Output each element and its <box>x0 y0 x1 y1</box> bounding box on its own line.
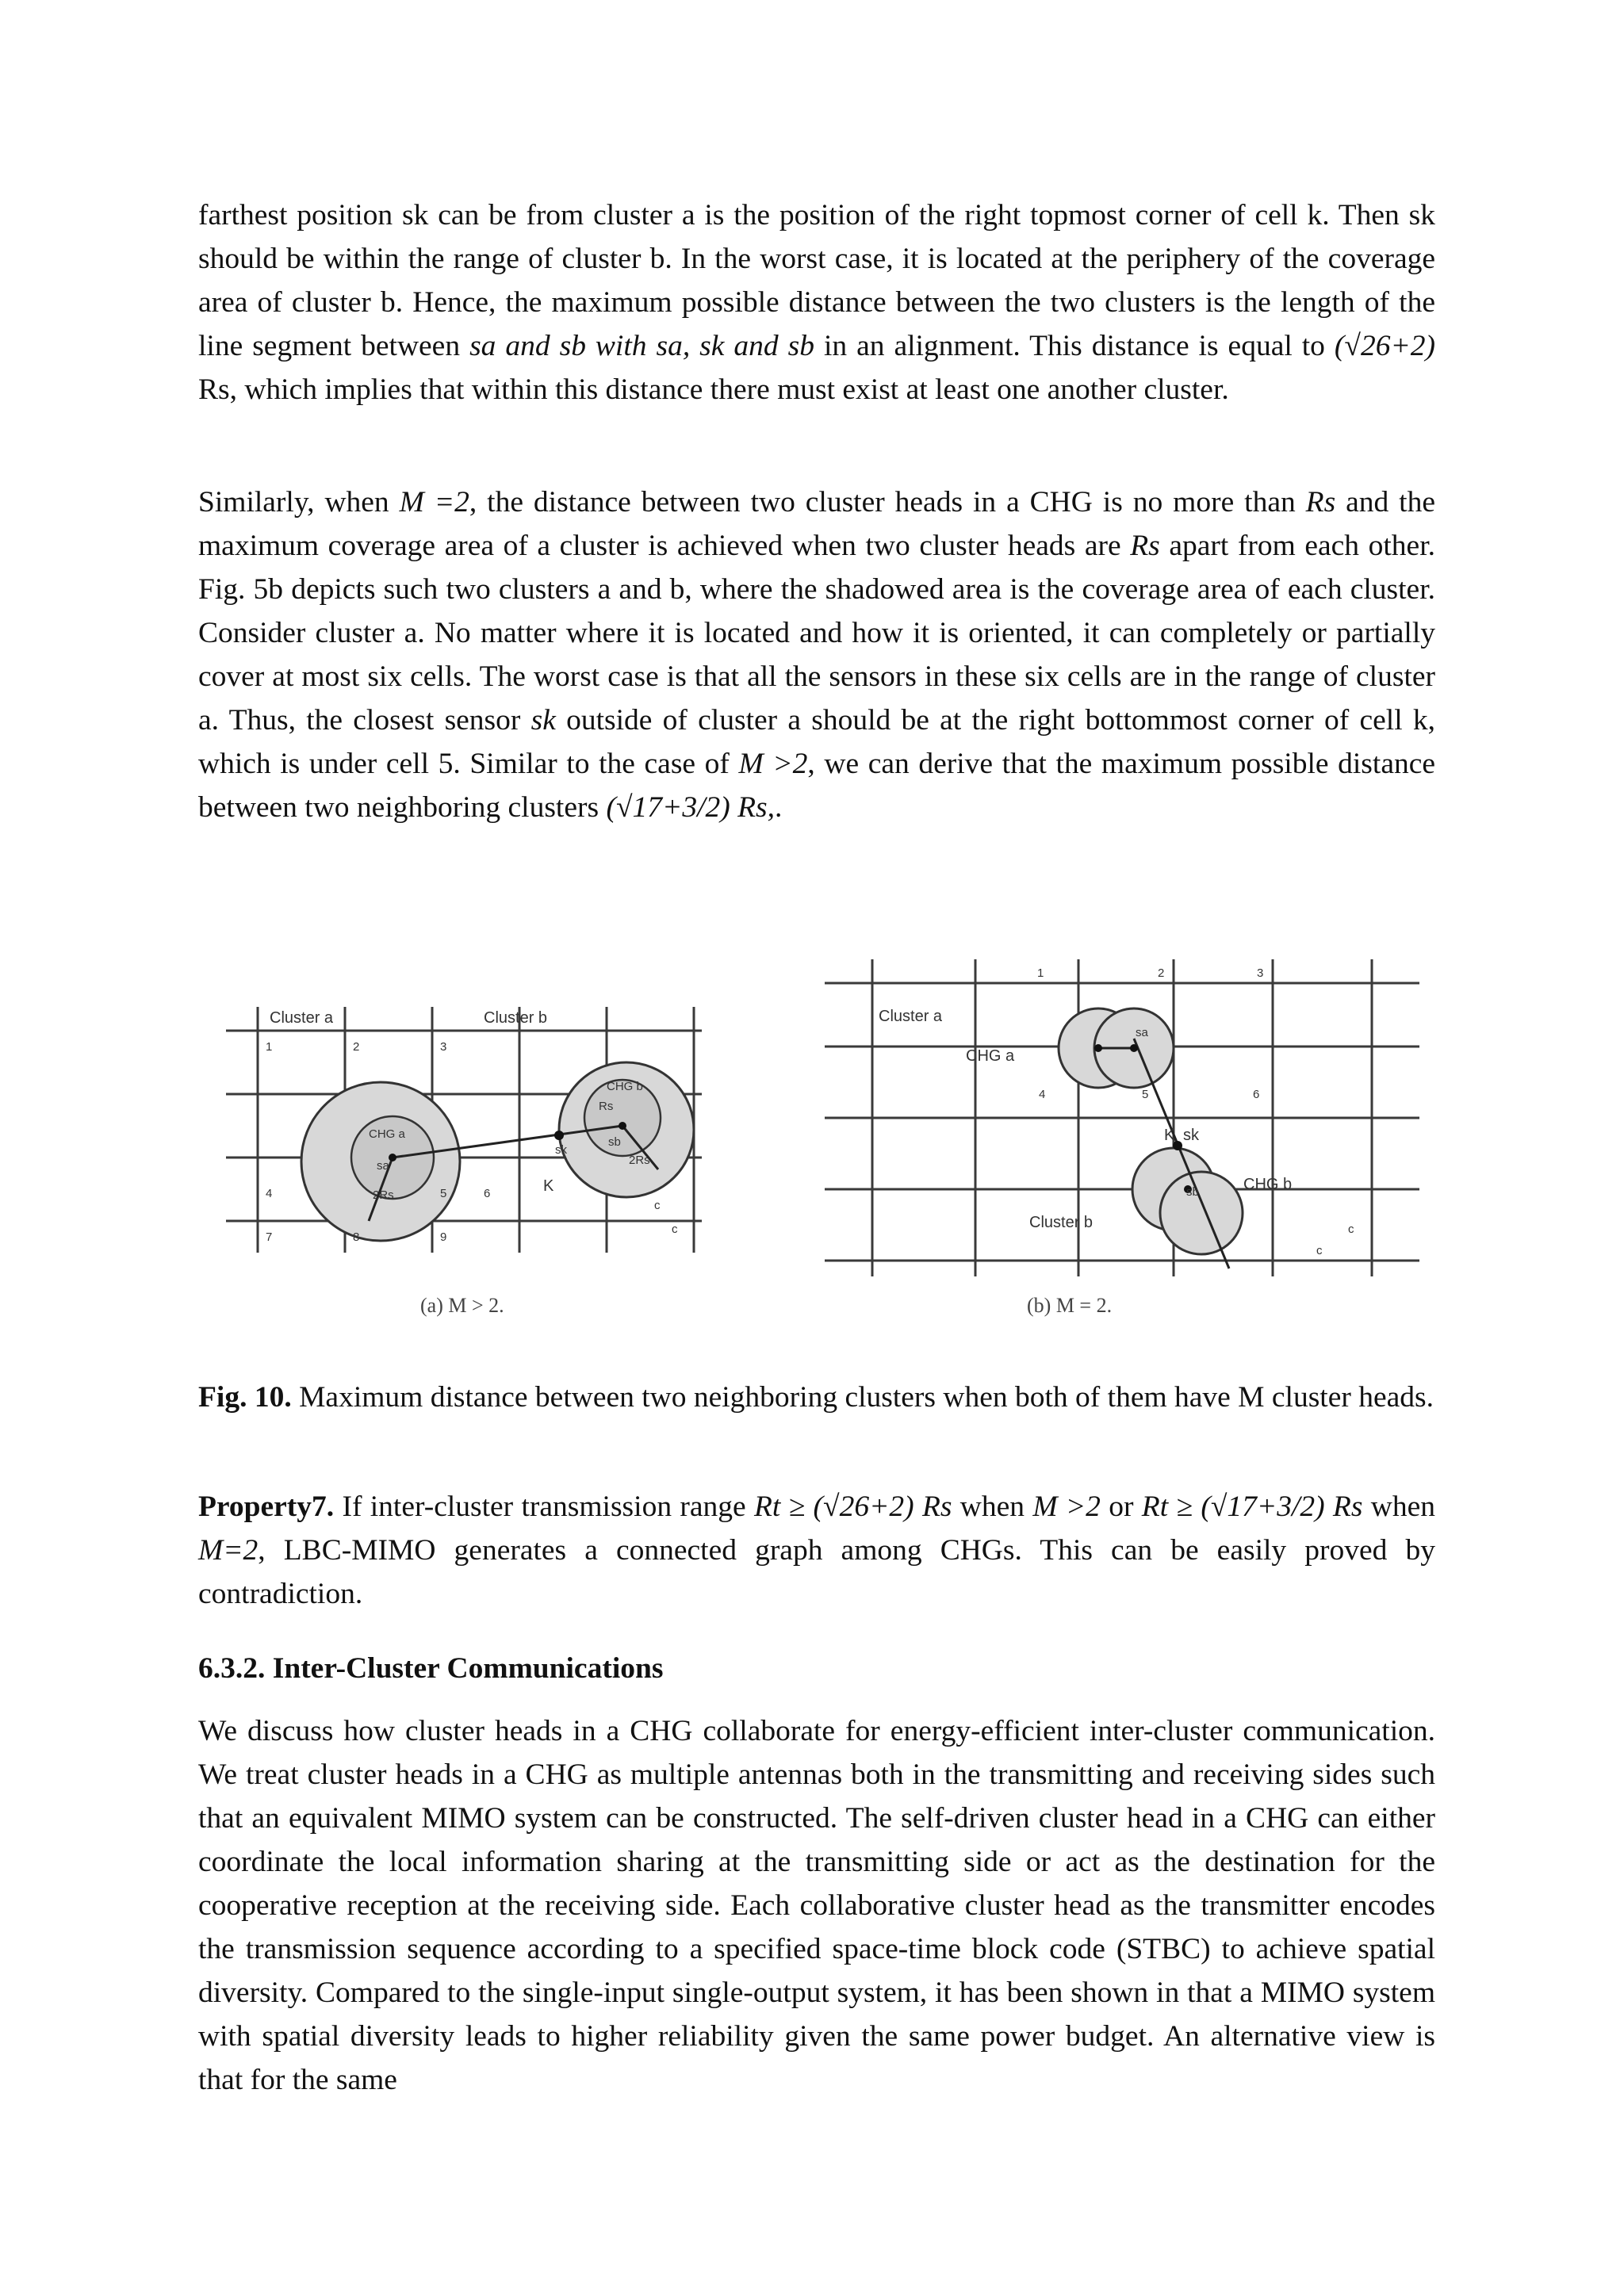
sa-label: sa <box>1136 1026 1148 1039</box>
text-run: in an alignment. This distance is equal to <box>814 330 1335 362</box>
italic-run: M =2 <box>399 486 469 519</box>
cell-number: 3 <box>440 1040 447 1054</box>
sensor-sk-dot <box>554 1131 564 1140</box>
sensor-sb-dot <box>619 1122 626 1130</box>
sb-label: sb <box>608 1135 621 1149</box>
cell-number: 4 <box>1039 1088 1046 1101</box>
bold-run: Property7. <box>198 1490 335 1523</box>
italic-run: Rt ≥ (√26+2) Rs <box>753 1490 952 1523</box>
sk-label: sk <box>555 1143 567 1157</box>
italic-run: Rt ≥ (√17+3/2) Rs <box>1141 1490 1363 1523</box>
text-run: Similarly, when <box>198 486 400 519</box>
figure-caption <box>198 1376 1435 1419</box>
section-heading: 6.3.2. Inter-Cluster Communications <box>198 1652 664 1685</box>
body-paragraph-3 <box>198 1709 1435 2102</box>
chg-a-label: CHG a <box>369 1127 405 1141</box>
text-run: , the distance between two cluster heads in a CHG is no more than <box>469 486 1306 519</box>
chg-b-label: CHG b <box>1243 1176 1293 1193</box>
cell-number: 4 <box>266 1187 273 1200</box>
text-run: and the maximum coverage area of a cluster is achieved when two cluster heads are <box>198 486 1435 562</box>
text-run: outside of cluster a should be at the right bottommost corner of cell k, which is under cell 5. Similar to the case of <box>198 704 1435 780</box>
cell-number: 3 <box>1257 966 1264 980</box>
c-label-1: c <box>654 1199 661 1212</box>
cell-number: 6 <box>1253 1088 1260 1101</box>
text-run: We discuss how cluster heads in a CHG collaborate for energy-efficient inter-cluster communication. We treat cluster heads in a CHG as multiple antennas both in the transmitting and receiving sides such that an equivalent MIMO system can be constructed. The self-driven cluster head in a CHG can either coordinate the local information sharing at the transmitting side or act as the destination for the cooperative reception at the receiving side. Each collaborative cluster head as the transmitter encodes the transmission sequence according to a specified space-time block code (STBC) to achieve spatial diversity. Compared to the single-input single-output system, it has been shown in that a MIMO system with spatial diversity leads to higher reliability given the same power budget. An alternative view is that for the same <box>198 1715 1435 2096</box>
text-run: apart from each other. Fig. 5b depicts such two clusters a and b, where the shadowed area is the coverage area of each cluster. Consider cluster a. No matter where it is located and how it is oriented, it can completely or partially cover at most six cells. The worst case is that all the sensors in these six cells are in the range of cluster a. Thus, the closest sensor <box>198 530 1435 737</box>
text-run: . <box>774 791 783 824</box>
cell-number: 6 <box>484 1187 491 1200</box>
bold-run: Fig. 10. <box>198 1381 292 1414</box>
cell-number: 5 <box>1142 1088 1149 1101</box>
figure-10a <box>226 959 733 1324</box>
cluster-a-head-dot <box>1094 1044 1102 1052</box>
k-label: K <box>1164 1127 1175 1144</box>
cluster-b-coverage-2 <box>1160 1172 1243 1254</box>
cell-number: 5 <box>440 1187 447 1200</box>
sb-label: sb <box>1186 1185 1199 1199</box>
italic-run: (√17+3/2) Rs, <box>606 791 775 824</box>
italic-run: sk <box>530 704 556 737</box>
italic-run: Rs <box>1130 530 1160 562</box>
cell-number: 2 <box>1158 966 1165 980</box>
figure-10b <box>825 959 1427 1324</box>
figure-10a-title: (a) M > 2. <box>420 1294 504 1317</box>
cell-number: 1 <box>266 1040 273 1054</box>
figure-10b-grid <box>825 959 1419 1276</box>
text-run: when <box>1362 1490 1435 1523</box>
text-run: , LBC-MIMO generates a connected graph among CHGs. This can be easily proved by contradiction. <box>198 1534 1435 1610</box>
sa-label: sa <box>377 1159 389 1173</box>
sensor-sa-dot <box>1130 1044 1138 1052</box>
property-statement <box>198 1485 1435 1616</box>
italic-run: sa and sb with sa, sk and sb <box>469 330 814 362</box>
figure-10b-title: (b) M = 2. <box>1027 1294 1113 1317</box>
chg-b-label: CHG b <box>607 1080 643 1093</box>
sk-label: sk <box>1183 1127 1199 1144</box>
text-run: farthest position sk can be from cluster a is the position of the right topmost corner of cell k. Then sk should be within the range of cluster b. In the worst case, it is located at the periphery of the coverage area of cluster b. Hence, the maximum possible distance between the two clusters is the length of the line segment between <box>198 199 1435 362</box>
text-run: when <box>952 1490 1033 1523</box>
cell-number: 1 <box>1037 966 1044 980</box>
two-rs-label-a: 2Rs <box>373 1188 394 1202</box>
cluster-a-label: Cluster a <box>270 1009 334 1027</box>
c-label-2: c <box>1316 1244 1323 1257</box>
body-paragraph-1 <box>198 193 1435 411</box>
cell-number: 2 <box>353 1040 360 1054</box>
text-run: If inter-cluster transmission range <box>334 1490 754 1523</box>
italic-run: M >2 <box>1032 1490 1101 1523</box>
text-run: Rs, which implies that within this distance there must exist at least one another cluster. <box>198 373 1229 406</box>
italic-run: (√26+2) <box>1334 330 1435 362</box>
cluster-b-label: Cluster b <box>484 1009 548 1027</box>
sensor-sa-dot <box>389 1154 396 1161</box>
figure-10b-diagram <box>825 959 1427 1324</box>
figure-10a-diagram <box>226 959 733 1324</box>
cell-number: 9 <box>440 1230 447 1244</box>
c-label-2: c <box>672 1223 678 1236</box>
two-rs-label-b: 2Rs <box>629 1154 650 1167</box>
c-label-1: c <box>1348 1223 1354 1236</box>
italic-run: M >2 <box>738 748 808 780</box>
italic-run: Rs <box>1305 486 1336 519</box>
k-label: K <box>543 1177 554 1195</box>
body-paragraph-2 <box>198 480 1435 829</box>
chg-a-label: CHG a <box>966 1047 1015 1065</box>
cluster-a-label: Cluster a <box>879 1008 943 1025</box>
text-run: Maximum distance between two neighboring clusters when both of them have M cluster heads. <box>291 1381 1434 1414</box>
rs-label: Rs <box>599 1100 614 1113</box>
italic-run: M=2 <box>198 1534 259 1567</box>
cell-number: 8 <box>353 1230 360 1244</box>
text-run: , we can derive that the maximum possible distance between two neighboring clusters <box>198 748 1436 824</box>
text-run: or <box>1100 1490 1142 1523</box>
cluster-b-label: Cluster b <box>1029 1214 1094 1231</box>
cell-number: 7 <box>266 1230 273 1244</box>
